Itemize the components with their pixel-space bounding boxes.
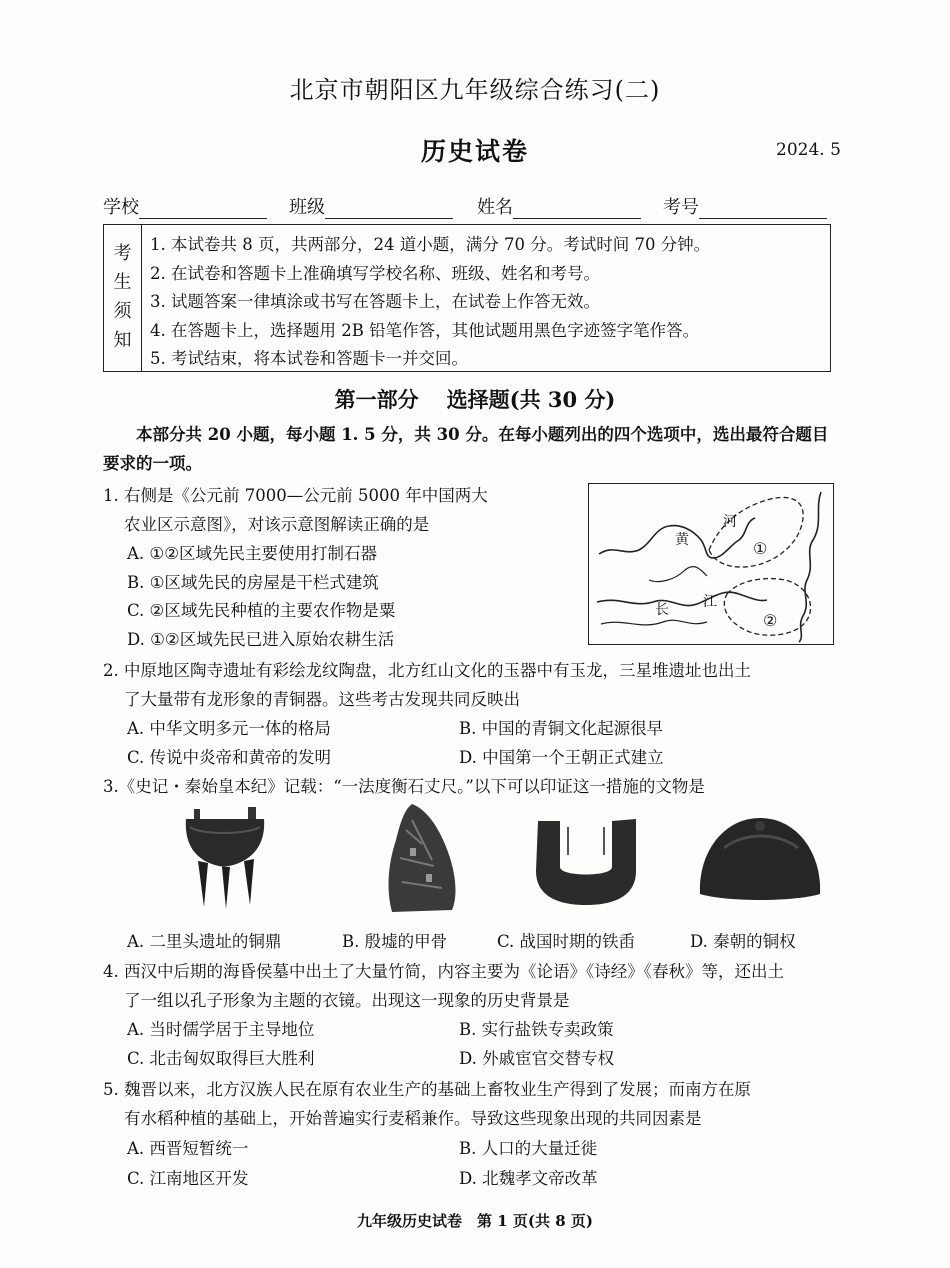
notice-item: 1. 本试卷共 8 页，共两部分，24 道小题，满分 70 分。考试时间 70 分钟。 — [150, 235, 711, 254]
q5-stem-line: 有水稻种植的基础上，开始普遍实行麦稻兼作。导致这些现象出现的共同因素是 — [124, 1109, 702, 1128]
notice-label — [104, 225, 142, 371]
bronze-ding-image — [180, 805, 270, 910]
q3-option-c[interactable]: C. 战国时期的铁臿 — [497, 932, 636, 951]
tributary-line — [649, 567, 707, 582]
tributary-line — [601, 620, 707, 625]
q2-option-b[interactable]: B. 中国的青铜文化起源很早 — [459, 719, 664, 738]
section-intro: 本部分共 20 小题，每小题 1. 5 分，共 30 分。在每小题列出的四个选项中，选出最符合题目要求的一项。 — [103, 425, 829, 473]
q4-option-a[interactable]: A. 当时儒学居于主导地位 — [127, 1020, 315, 1039]
oracle-bone-image — [382, 800, 462, 915]
class-field — [289, 193, 453, 219]
map-region-label: ① — [753, 539, 768, 558]
q1-stem-line: 农业区示意图》，对该示意图解读正确的是 — [124, 515, 430, 534]
q2-stem-line: 了大量带有龙形象的青铜器。这些考古发现共同反映出 — [124, 690, 520, 709]
q3-option-a[interactable]: A. 二里头遗址的铜鼎 — [127, 932, 282, 951]
q3-option-d[interactable]: D. 秦朝的铜权 — [690, 932, 796, 951]
agriculture-map — [588, 483, 834, 645]
notice-label-char: 生 — [113, 272, 132, 293]
q4-stem-line: 4. 西汉中后期的海昏侯墓中出土了大量竹简，内容主要为《论语》《诗经》《春秋》等，还出土 — [103, 962, 784, 981]
exam-no-label: 考号 — [663, 197, 699, 218]
notice-list — [150, 231, 710, 374]
q3-option-b[interactable]: B. 殷墟的甲骨 — [342, 932, 448, 951]
school-label: 学校 — [103, 197, 139, 218]
page-footer: 九年级历史试卷 第 1 页(共 8 页) — [357, 1212, 593, 1230]
school-field — [103, 193, 267, 219]
q5-option-d[interactable]: D. 北魏孝文帝改革 — [459, 1169, 598, 1188]
q1-option-a[interactable]: A. ①②区域先民主要使用打制石器 — [127, 544, 377, 563]
name-field — [477, 193, 641, 219]
q2-option-d[interactable]: D. 中国第一个王朝正式建立 — [459, 748, 664, 767]
section-part: 第一部分 — [334, 387, 419, 412]
q4-stem-line: 了一组以孔子形象为主题的衣镜。出现这一现象的历史背景是 — [124, 991, 570, 1010]
exam-no-blank[interactable] — [699, 198, 827, 219]
q1-option-b[interactable]: B. ①区域先民的房屋是干栏式建筑 — [127, 573, 379, 592]
q5-option-a[interactable]: A. 西晋短暂统一 — [127, 1139, 249, 1158]
q1-option-d[interactable]: D. ①②区域先民已进入原始农耕生活 — [127, 630, 395, 649]
bronze-weight-image — [694, 812, 826, 902]
map-region-label: ② — [763, 611, 778, 630]
q2-option-a[interactable]: A. 中华文明多元一体的格局 — [127, 719, 331, 738]
q3-stem-line: 3.《史记・秦始皇本纪》记载：“一法度衡石丈尺。”以下可以印证这一措施的文物是 — [103, 777, 705, 796]
map-label: 黄 — [675, 532, 689, 548]
q4-option-d[interactable]: D. 外戚宦官交替专权 — [459, 1049, 615, 1068]
school-blank[interactable] — [139, 198, 267, 219]
agriculture-map-svg — [589, 484, 832, 643]
q1-stem-line: 1. 右侧是《公元前 7000—公元前 5000 年中国两大 — [103, 486, 488, 505]
q5-option-c[interactable]: C. 江南地区开发 — [127, 1169, 249, 1188]
coastline — [799, 492, 821, 642]
name-blank[interactable] — [513, 198, 641, 219]
q5-option-b[interactable]: B. 人口的大量迁徙 — [459, 1139, 598, 1158]
exam-subtitle: 历史试卷 — [420, 137, 529, 166]
q2-option-c[interactable]: C. 传说中炎帝和黄帝的发明 — [127, 748, 332, 767]
student-info-row — [103, 193, 833, 219]
map-label: 长 — [655, 602, 669, 618]
name-label: 姓名 — [477, 197, 513, 218]
class-blank[interactable] — [325, 198, 453, 219]
exam-title: 北京市朝阳区九年级综合练习(二) — [289, 76, 661, 104]
notice-label-char: 知 — [113, 330, 132, 351]
exam-date: 2024. 5 — [776, 140, 841, 160]
q4-option-b[interactable]: B. 实行盐铁专卖政策 — [459, 1020, 614, 1039]
exam-no-field — [663, 193, 827, 219]
notice-label-char: 考 — [113, 243, 132, 264]
q1-option-c[interactable]: C. ②区域先民种植的主要农作物是粟 — [127, 601, 396, 620]
section-name: 选择题(共 30 分) — [446, 387, 616, 412]
notice-item: 2. 在试卷和答题卡上准确填写学校名称、班级、姓名和考号。 — [150, 263, 600, 283]
iron-spade-image — [528, 815, 646, 907]
q4-option-c[interactable]: C. 北击匈奴取得巨大胜利 — [127, 1049, 315, 1068]
notice-item: 4. 在答题卡上，选择题用 2B 铅笔作答，其他试题用黑色字迹签字笔作答。 — [150, 320, 700, 340]
notice-item: 3. 试题答案一律填涂或书写在答题卡上，在试卷上作答无效。 — [150, 292, 600, 311]
notice-item: 5. 考试结束，将本试卷和答题卡一并交回。 — [150, 349, 468, 368]
section-title — [0, 384, 950, 414]
notice-label-char: 须 — [113, 301, 132, 322]
class-label: 班级 — [289, 197, 325, 218]
yangtze-river — [597, 592, 767, 605]
q5-stem-line: 5. 魏晋以来，北方汉族人民在原有农业生产的基础上畜牧业生产得到了发展；而南方在原 — [103, 1080, 751, 1099]
q2-stem-line: 2. 中原地区陶寺遗址有彩绘龙纹陶盘，北方红山文化的玉器中有玉龙，三星堆遗址也出土 — [103, 661, 751, 680]
map-label: 河 — [723, 514, 737, 530]
map-label: 江 — [703, 594, 717, 610]
notice-box — [103, 224, 831, 372]
